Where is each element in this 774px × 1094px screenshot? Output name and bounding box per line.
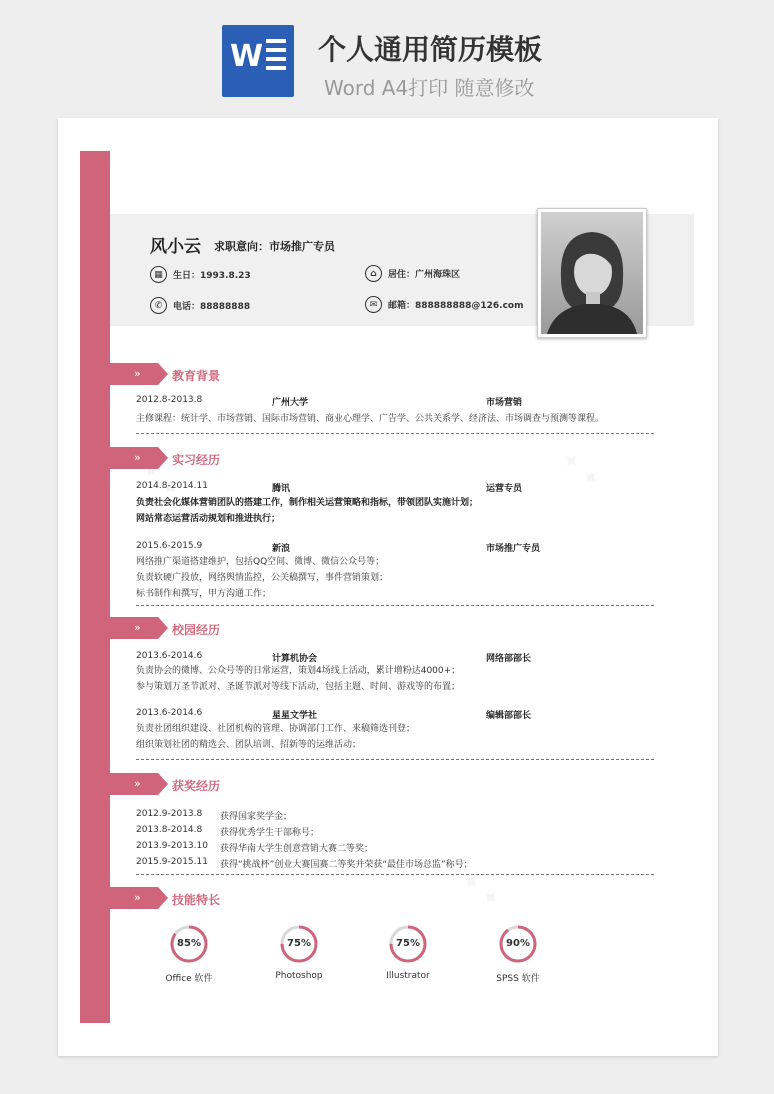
campus-org: 计算机协会 (272, 654, 318, 664)
education-major: 市场营销 (486, 398, 523, 408)
residence-text: 居住：广州海珠区 (388, 270, 461, 280)
section-tab-awards (110, 773, 158, 795)
campus-period: 2013.6-2014.6 (136, 651, 203, 661)
campus-role: 编辑部部长 (486, 711, 532, 721)
section-tab-skills (110, 887, 158, 909)
divider (136, 874, 654, 875)
internship-period: 2015.6-2015.9 (136, 541, 203, 551)
double-chevron-icon: » (134, 891, 141, 904)
education-school: 广州大学 (272, 398, 309, 408)
campus-line: 负责协会的微博、公众号等的日常运营，策划4场线上活动，累计增粉达4000+； (136, 666, 461, 676)
double-chevron-icon: » (134, 777, 141, 790)
award-period: 2013.9-2013.10 (136, 841, 208, 851)
divider (136, 605, 654, 606)
skill-item (144, 924, 234, 984)
skill-progress-ring (169, 924, 209, 964)
birth-info (150, 266, 251, 283)
skill-item (473, 924, 563, 984)
resume-page (58, 118, 718, 1056)
award-text: 获得优秀学生干部称号； (220, 828, 320, 838)
internship-period: 2014.8-2014.11 (136, 481, 208, 491)
email-text: 邮箱：888888888@126.com (388, 301, 524, 311)
skill-name: Photoshop (275, 971, 323, 981)
email-info (365, 296, 523, 313)
phone-icon: ✆ (150, 297, 167, 314)
campus-line: 负责社团组织建设、社团机构的管理、协调部门工作、来稿筛选刊登； (136, 724, 416, 734)
profile-photo (537, 208, 647, 338)
section-title-internship: 实习经历 (172, 453, 221, 467)
skill-percent: 90% (506, 938, 530, 949)
campus-period: 2013.6-2014.6 (136, 708, 203, 718)
award-text: 获得华南大学生创意营销大赛二等奖； (220, 844, 374, 854)
skill-name: Illustrator (386, 971, 430, 981)
logo-letter: W (230, 39, 264, 74)
education-courses: 主修课程：统计学、市场营销、国际市场营销、商业心理学、广告学、公共关系学、经济法、市场调查与预测等课程。 (136, 414, 605, 424)
main-title: 个人通用简历模板 (318, 33, 543, 66)
section-tab-internship (110, 447, 158, 469)
skill-item (363, 924, 453, 981)
page-header (0, 0, 774, 112)
award-text: 获得国家奖学金； (220, 812, 293, 822)
divider (136, 759, 654, 760)
phone-info (150, 297, 250, 314)
internship-org: 腾讯 (272, 484, 291, 494)
divider (136, 433, 654, 434)
double-chevron-icon: » (134, 621, 141, 634)
section-title-skills: 技能特长 (172, 893, 221, 907)
skill-name: Office 软件 (165, 974, 213, 984)
job-objective: 求职意向：市场推广专员 (214, 240, 335, 253)
sub-title: Word A4打印 随意修改 (324, 76, 535, 100)
skill-progress-ring (279, 924, 319, 964)
campus-line: 组织策划社团的精选会、团队培训、招新等的运维活动； (136, 740, 362, 750)
section-title-education: 教育背景 (172, 369, 221, 383)
internship-line: 负责软硬广投放，网络舆情监控，公关稿撰写，事件营销策划； (136, 573, 389, 583)
skill-name: SPSS 软件 (496, 974, 540, 984)
section-title-awards: 获奖经历 (172, 779, 221, 793)
internship-role: 市场推广专员 (486, 544, 541, 554)
double-chevron-icon: » (134, 367, 141, 380)
award-period: 2015.9-2015.11 (136, 857, 208, 867)
section-title-campus: 校园经历 (172, 623, 221, 637)
award-period: 2013.8-2014.8 (136, 825, 203, 835)
residence-info (365, 265, 460, 282)
double-chevron-icon: » (134, 451, 141, 464)
education-period: 2012.8-2013.8 (136, 395, 203, 405)
section-tab-campus (110, 617, 158, 639)
skill-item (254, 924, 344, 981)
internship-line: 标书制作和撰写，甲方沟通工作； (136, 589, 272, 599)
sidebar-accent-bar (80, 151, 110, 1023)
skill-percent: 75% (396, 938, 420, 949)
internship-line: 网站常态运营活动规划和推进执行； (136, 514, 281, 524)
section-tab-education (110, 363, 158, 385)
calendar-icon: ▦ (150, 266, 167, 283)
internship-line: 负责社会化媒体营销团队的搭建工作，制作相关运营策略和指标，带领团队实施计划； (136, 498, 479, 508)
award-period: 2012.9-2013.8 (136, 809, 203, 819)
birth-text: 生日：1993.8.23 (173, 271, 251, 281)
skill-percent: 75% (287, 938, 311, 949)
campus-role: 网络部部长 (486, 654, 532, 664)
skill-progress-ring (498, 924, 538, 964)
award-text: 获得“挑战杯”创业大赛国赛二等奖并荣获“最佳市场总监”称号； (220, 860, 473, 870)
candidate-name: 风小云 (150, 237, 201, 257)
phone-text: 电话：88888888 (173, 302, 251, 312)
campus-line: 参与策划万圣节派对、圣诞节派对等线下活动，包括主题、时间、游戏等的布置； (136, 682, 461, 692)
campus-org: 星星文学社 (272, 711, 318, 721)
internship-role: 运营专员 (486, 484, 523, 494)
word-logo-icon (222, 25, 294, 97)
skill-percent: 85% (177, 938, 201, 949)
internship-line: 网络推广渠道搭建维护，包括QQ空间、微博、微信公众号等； (136, 557, 385, 567)
home-icon: ⌂ (365, 265, 382, 282)
skill-progress-ring (388, 924, 428, 964)
internship-org: 新浪 (272, 544, 291, 554)
email-icon: ✉ (365, 296, 382, 313)
